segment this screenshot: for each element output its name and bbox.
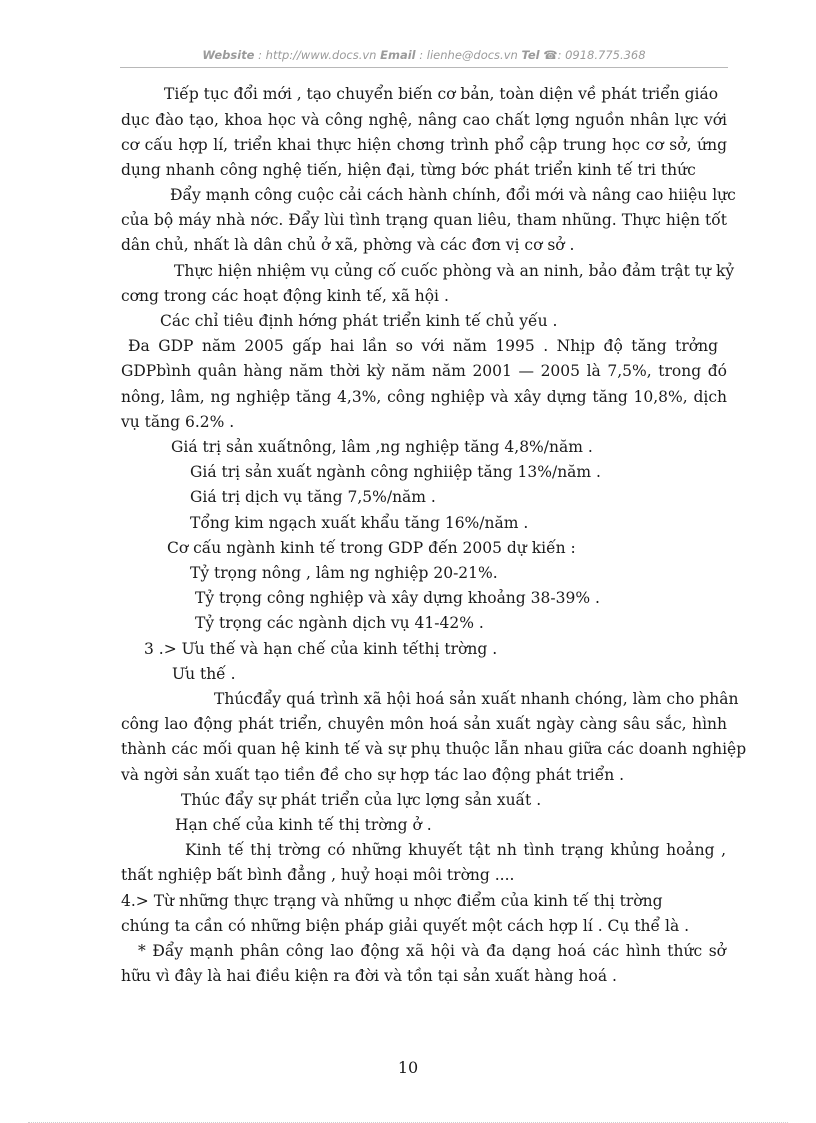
page-header xyxy=(120,48,728,62)
section-heading: 3 .> Ưu thế và hạn chế của kinh tếthị trờng . xyxy=(144,640,498,658)
body-line: Tỷ trọng nông , lâm ng nghiệp 20-21%. xyxy=(190,564,498,582)
body-line: và ngời sản xuất tạo tiền đề cho sự hợp tác lao động phát triển . xyxy=(121,766,625,784)
subheading: Ưu thế . xyxy=(172,665,236,683)
header-divider xyxy=(120,67,728,68)
email-address: : lienhe@docs.vn xyxy=(419,48,518,62)
body-line: dụng nhanh công nghệ tiến, hiện đại, từng bớc phát triển kinh tế tri thức xyxy=(121,161,696,179)
body-line: của bộ máy nhà nớc. Đẩy lùi tình trạng quan liêu, tham nhũng. Thực hiện tốt xyxy=(121,211,727,229)
body-line: Tiếp tục đổi mới , tạo chuyển biến cơ bản, toàn diện về phát triển giáo xyxy=(164,85,719,103)
body-line: công lao động phát triển, chuyên môn hoá sản xuất ngày càng sâu sắc, hình xyxy=(121,715,727,733)
body-line: cơ cấu hợp lí, triển khai thực hiện chơng trình phổ cập trung học cơ sở, ứng xyxy=(121,136,727,154)
body-line: Các chỉ tiêu định hớng phát triển kinh tế chủ yếu . xyxy=(160,312,558,330)
subheading: Hạn chế của kinh tế thị trờng ở . xyxy=(175,816,432,834)
website-url: : http://www.docs.vn xyxy=(258,48,377,62)
body-line: GDPbình quân hàng năm thời kỳ năm năm 2001 — 2005 là 7,5%, trong đó xyxy=(121,362,727,380)
body-line: dục đào tạo, khoa học và công nghệ, nâng cao chất lợng nguồn nhân lực với xyxy=(121,111,727,129)
body-line: chúng ta cần có những biện pháp giải quyết một cách hợp lí . Cụ thể là . xyxy=(121,917,690,935)
website-label: Website xyxy=(202,48,255,62)
body-line: dân chủ, nhất là dân chủ ở xã, phờng và các đơn vị cơ sở . xyxy=(121,236,575,254)
body-line: Thực hiện nhiệm vụ củng cố cuốc phòng và an ninh, bảo đảm trật tự kỷ xyxy=(174,262,735,280)
body-line: Cơ cấu ngành kinh tế trong GDP đến 2005 dự kiến : xyxy=(167,539,576,557)
email-label: Email xyxy=(380,48,416,62)
body-line: Tỷ trọng các ngành dịch vụ 41-42% . xyxy=(195,614,484,632)
tel-label: Tel xyxy=(521,48,540,62)
body-line: Kinh tế thị trờng có những khuyết tật nh tình trạng khủng hoảng , xyxy=(185,841,726,859)
body-line: thất nghiệp bất bình đẳng , huỷ hoại môi trờng .... xyxy=(121,866,515,884)
body-line: Tổng kim ngạch xuất khẩu tăng 16%/năm . xyxy=(190,514,529,532)
body-line: * Đẩy mạnh phân công lao động xã hội và đa dạng hoá các hình thức sở xyxy=(138,942,726,960)
body-line: vụ tăng 6.2% . xyxy=(121,413,235,431)
body-line: Thúc đẩy sự phát triển của lực lợng sản xuất . xyxy=(181,791,542,809)
body-line: Giá trị sản xuấtnông, lâm ,ng nghiệp tăng 4,8%/năm . xyxy=(171,438,593,456)
phone-icon: ☎ xyxy=(543,48,558,62)
body-line: Đa GDP năm 2005 gấp hai lần so với năm 1995 . Nhịp độ tăng trởng xyxy=(128,337,718,355)
body-line: hữu vì đây là hai điều kiện ra đời và tồn tại sản xuất hàng hoá . xyxy=(121,967,617,985)
body-line: Giá trị sản xuất ngành công nghiiệp tăng 13%/năm . xyxy=(190,463,601,481)
tel-number: : 0918.775.368 xyxy=(557,48,646,62)
body-line: cơng trong các hoạt động kinh tế, xã hội . xyxy=(121,287,449,305)
section-heading: 4.> Từ những thực trạng và những u nhợc điểm của kinh tế thị trờng xyxy=(121,892,663,910)
body-line: Đẩy mạnh công cuộc cải cách hành chính, đổi mới và nâng cao hiiệu lực xyxy=(170,186,736,204)
body-line: nông, lâm, ng nghiệp tăng 4,3%, công nghiệp và xây dựng tăng 10,8%, dịch xyxy=(121,388,727,406)
body-line: Tỷ trọng công nghiệp và xây dựng khoảng 38-39% . xyxy=(195,589,600,607)
body-line: Giá trị dịch vụ tăng 7,5%/năm . xyxy=(190,488,436,506)
page-number: 10 xyxy=(397,1058,419,1077)
body-line: thành các mối quan hệ kinh tế và sự phụ thuộc lẫn nhau giữa các doanh nghiệp xyxy=(121,740,747,758)
body-line: Thúcđẩy quá trình xã hội hoá sản xuất nhanh chóng, làm cho phân xyxy=(214,690,739,708)
